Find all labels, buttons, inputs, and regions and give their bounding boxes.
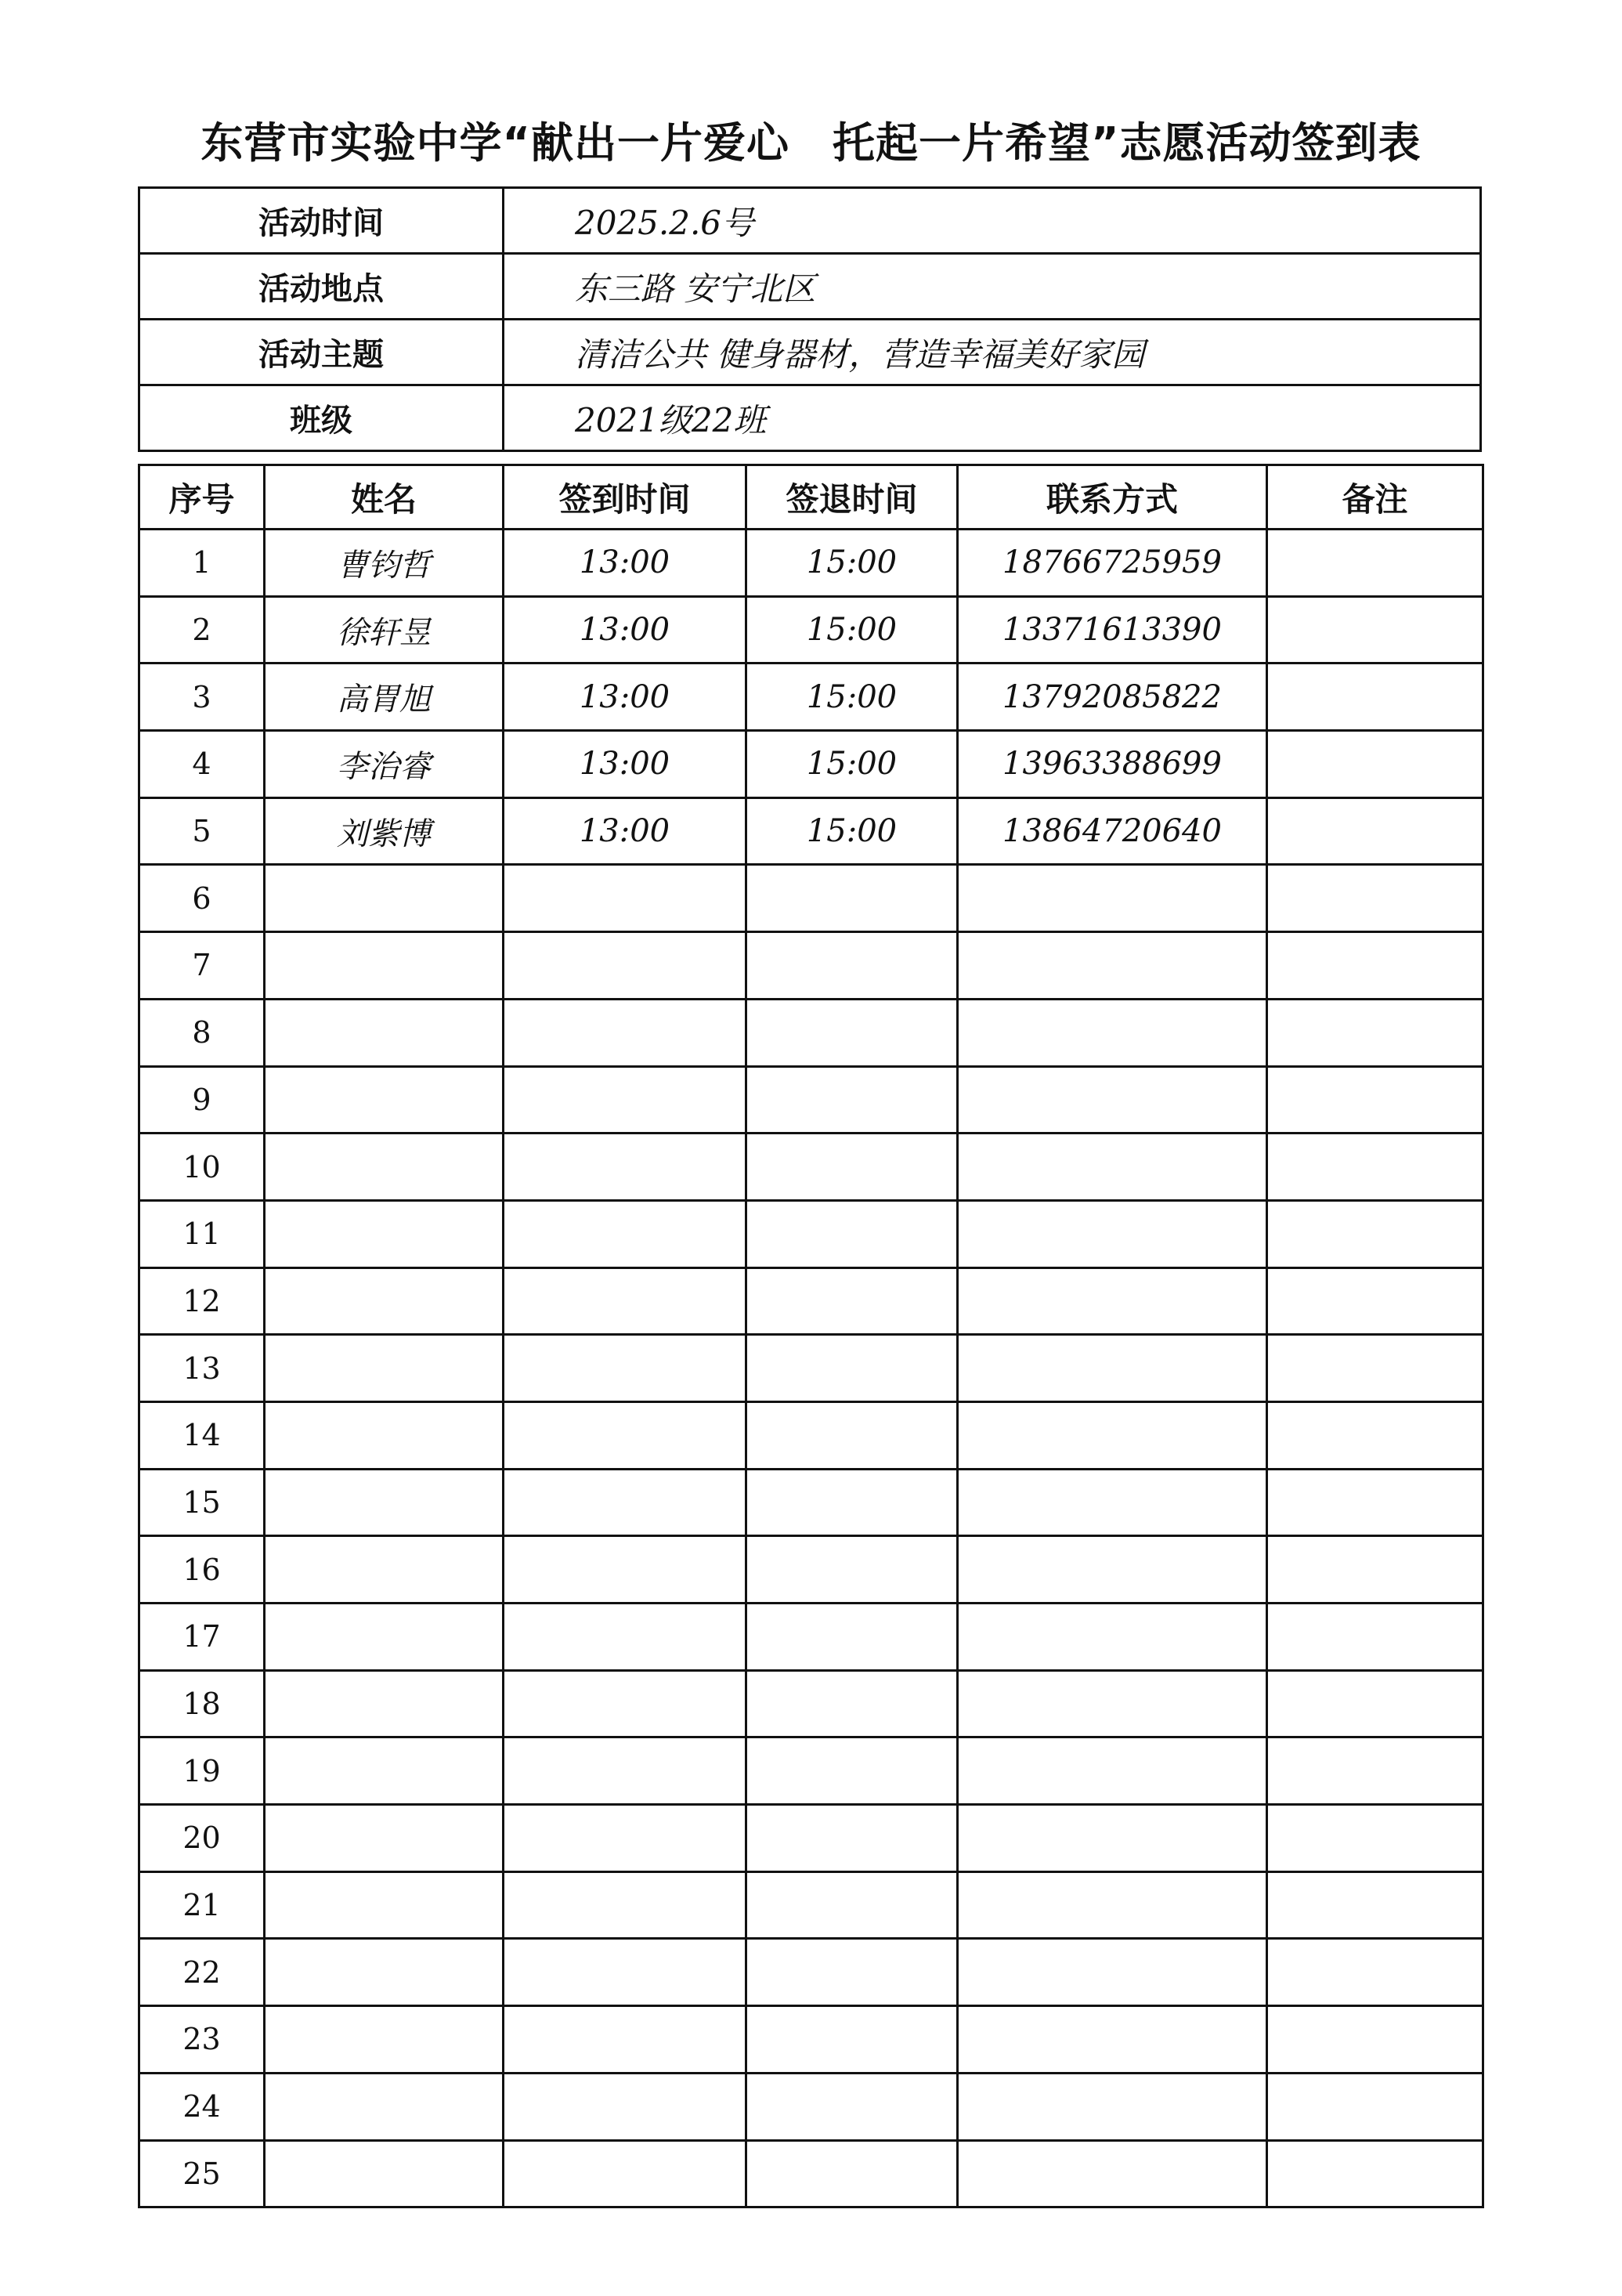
sign-in-time xyxy=(504,1670,746,1737)
row-number: 21 xyxy=(139,1871,265,1939)
contact-phone xyxy=(958,1871,1267,1939)
row-number: 22 xyxy=(139,1939,265,2006)
table-row xyxy=(139,1536,1483,1604)
table-row xyxy=(139,1737,1483,1805)
note xyxy=(1267,797,1483,865)
sign-out-time: 15:00 xyxy=(746,731,958,798)
volunteer-name: 曹钧哲 xyxy=(265,530,504,597)
table-row xyxy=(139,999,1483,1066)
table-row xyxy=(139,1267,1483,1335)
column-header-contact: 联系方式 xyxy=(958,465,1267,530)
row-number: 6 xyxy=(139,865,265,932)
sign-in-time xyxy=(504,932,746,1000)
sign-out-time: 15:00 xyxy=(746,596,958,663)
sign-in-time xyxy=(504,1267,746,1335)
sign-in-time xyxy=(504,999,746,1066)
sign-out-time xyxy=(746,865,958,932)
sign-in-time xyxy=(504,1469,746,1536)
note xyxy=(1267,1469,1483,1536)
row-number: 13 xyxy=(139,1335,265,1402)
note xyxy=(1267,1335,1483,1402)
row-number: 14 xyxy=(139,1401,265,1469)
row-number: 15 xyxy=(139,1469,265,1536)
info-row-theme xyxy=(139,320,1481,385)
row-number: 5 xyxy=(139,797,265,865)
volunteer-name xyxy=(265,1200,504,1267)
table-row xyxy=(139,1200,1483,1267)
note xyxy=(1267,1134,1483,1201)
row-number: 16 xyxy=(139,1536,265,1604)
sign-out-time: 15:00 xyxy=(746,663,958,731)
note xyxy=(1267,999,1483,1066)
volunteer-name xyxy=(265,2006,504,2074)
note xyxy=(1267,932,1483,1000)
sign-in-time: 13:00 xyxy=(504,663,746,731)
note xyxy=(1267,2140,1483,2207)
sign-out-time xyxy=(746,1939,958,2006)
contact-phone xyxy=(958,1604,1267,1671)
volunteer-name xyxy=(265,1604,504,1671)
row-number: 10 xyxy=(139,1134,265,1201)
table-row xyxy=(139,2006,1483,2074)
sign-out-time xyxy=(746,1469,958,1536)
volunteer-name xyxy=(265,1066,504,1134)
note xyxy=(1267,1604,1483,1671)
sign-out-time xyxy=(746,1134,958,1201)
column-header-sign-out: 签退时间 xyxy=(746,465,958,530)
info-value: 东三路 安宁北区 xyxy=(504,254,1481,320)
volunteer-name xyxy=(265,2073,504,2140)
table-row xyxy=(139,1401,1483,1469)
note xyxy=(1267,1737,1483,1805)
note xyxy=(1267,530,1483,597)
sign-out-time xyxy=(746,1335,958,1402)
contact-phone xyxy=(958,999,1267,1066)
row-number: 7 xyxy=(139,932,265,1000)
sign-out-time xyxy=(746,1737,958,1805)
note xyxy=(1267,731,1483,798)
sign-in-time xyxy=(504,1536,746,1604)
sign-out-time xyxy=(746,1871,958,1939)
contact-phone xyxy=(958,1134,1267,1201)
info-label: 班级 xyxy=(139,385,504,451)
sign-in-time xyxy=(504,1134,746,1201)
sign-in-time xyxy=(504,1401,746,1469)
column-header-name: 姓名 xyxy=(265,465,504,530)
sign-out-time xyxy=(746,2140,958,2207)
sign-out-time xyxy=(746,1536,958,1604)
contact-phone xyxy=(958,1737,1267,1805)
table-row xyxy=(139,1871,1483,1939)
table-row xyxy=(139,530,1483,597)
info-value: 2025.2.6号 xyxy=(504,188,1481,254)
contact-phone xyxy=(958,2140,1267,2207)
row-number: 12 xyxy=(139,1267,265,1335)
row-number: 4 xyxy=(139,731,265,798)
sign-out-time xyxy=(746,932,958,1000)
contact-phone xyxy=(958,1469,1267,1536)
note xyxy=(1267,2073,1483,2140)
note xyxy=(1267,2006,1483,2074)
row-number: 1 xyxy=(139,530,265,597)
info-label: 活动主题 xyxy=(139,320,504,385)
sign-in-time xyxy=(504,1871,746,1939)
sign-out-time xyxy=(746,1066,958,1134)
volunteer-name xyxy=(265,1536,504,1604)
column-header-no: 序号 xyxy=(139,465,265,530)
volunteer-name xyxy=(265,1939,504,2006)
row-number: 9 xyxy=(139,1066,265,1134)
table-row xyxy=(139,797,1483,865)
info-value: 2021级22班 xyxy=(504,385,1481,451)
note xyxy=(1267,1939,1483,2006)
row-number: 24 xyxy=(139,2073,265,2140)
volunteer-name: 徐轩昱 xyxy=(265,596,504,663)
table-row xyxy=(139,1670,1483,1737)
volunteer-name xyxy=(265,2140,504,2207)
contact-phone xyxy=(958,1536,1267,1604)
volunteer-name xyxy=(265,1737,504,1805)
contact-phone xyxy=(958,1267,1267,1335)
row-number: 18 xyxy=(139,1670,265,1737)
sign-out-time xyxy=(746,999,958,1066)
note xyxy=(1267,1670,1483,1737)
volunteer-name xyxy=(265,1805,504,1872)
contact-phone xyxy=(958,1200,1267,1267)
sign-in-time xyxy=(504,1335,746,1402)
table-body xyxy=(139,530,1483,2207)
sign-in-time: 13:00 xyxy=(504,797,746,865)
volunteer-name xyxy=(265,999,504,1066)
sign-out-time xyxy=(746,1200,958,1267)
volunteer-name xyxy=(265,865,504,932)
sign-in-time xyxy=(504,2006,746,2074)
note xyxy=(1267,596,1483,663)
table-row xyxy=(139,731,1483,798)
contact-phone xyxy=(958,1335,1267,1402)
table-row xyxy=(139,663,1483,731)
table-row xyxy=(139,865,1483,932)
contact-phone: 18766725959 xyxy=(958,530,1267,597)
sign-in-time xyxy=(504,2073,746,2140)
column-header-note: 备注 xyxy=(1267,465,1483,530)
volunteer-name: 高胃旭 xyxy=(265,663,504,731)
info-row-time xyxy=(139,188,1481,254)
sign-in-time: 13:00 xyxy=(504,731,746,798)
contact-phone xyxy=(958,1401,1267,1469)
table-row xyxy=(139,1469,1483,1536)
volunteer-name xyxy=(265,1401,504,1469)
sign-in-time xyxy=(504,2140,746,2207)
info-value: 清洁公共 健身器材，营造幸福美好家园 xyxy=(504,320,1481,385)
note xyxy=(1267,1871,1483,1939)
sign-in-time xyxy=(504,1939,746,2006)
contact-phone: 13963388699 xyxy=(958,731,1267,798)
table-row xyxy=(139,1805,1483,1872)
volunteer-name xyxy=(265,1670,504,1737)
document-title: 东营市实验中学“献出一片爱心 托起一片希望”志愿活动签到表 xyxy=(200,118,1422,168)
table-row xyxy=(139,932,1483,1000)
sign-out-time xyxy=(746,1401,958,1469)
row-number: 3 xyxy=(139,663,265,731)
sign-in-time: 13:00 xyxy=(504,530,746,597)
row-number: 11 xyxy=(139,1200,265,1267)
sign-in-time xyxy=(504,1737,746,1805)
table-row xyxy=(139,596,1483,663)
volunteer-name xyxy=(265,932,504,1000)
sign-in-time xyxy=(504,865,746,932)
note xyxy=(1267,1200,1483,1267)
contact-phone xyxy=(958,1670,1267,1737)
sign-in-time xyxy=(504,1604,746,1671)
volunteer-name xyxy=(265,1335,504,1402)
sign-out-time xyxy=(746,1670,958,1737)
note xyxy=(1267,1805,1483,1872)
table-row xyxy=(139,2140,1483,2207)
sign-out-time: 15:00 xyxy=(746,797,958,865)
contact-phone xyxy=(958,2073,1267,2140)
volunteer-name: 李治睿 xyxy=(265,731,504,798)
table-row xyxy=(139,1066,1483,1134)
table-row xyxy=(139,1335,1483,1402)
contact-phone xyxy=(958,2006,1267,2074)
contact-phone xyxy=(958,1805,1267,1872)
sign-out-time xyxy=(746,1604,958,1671)
info-label: 活动时间 xyxy=(139,188,504,254)
note xyxy=(1267,1401,1483,1469)
contact-phone xyxy=(958,1066,1267,1134)
info-row-place xyxy=(139,254,1481,320)
contact-phone: 13864720640 xyxy=(958,797,1267,865)
table-row xyxy=(139,1604,1483,1671)
row-number: 23 xyxy=(139,2006,265,2074)
row-number: 17 xyxy=(139,1604,265,1671)
column-header-sign-in: 签到时间 xyxy=(504,465,746,530)
note xyxy=(1267,1536,1483,1604)
row-number: 19 xyxy=(139,1737,265,1805)
volunteer-name xyxy=(265,1134,504,1201)
volunteer-name xyxy=(265,1267,504,1335)
volunteer-name xyxy=(265,1871,504,1939)
contact-phone xyxy=(958,1939,1267,2006)
sign-in-time xyxy=(504,1200,746,1267)
info-label: 活动地点 xyxy=(139,254,504,320)
row-number: 8 xyxy=(139,999,265,1066)
sign-in-time xyxy=(504,1066,746,1134)
table-row xyxy=(139,1134,1483,1201)
activity-info-table xyxy=(138,186,1482,452)
note xyxy=(1267,865,1483,932)
sign-in-time xyxy=(504,1805,746,1872)
contact-phone xyxy=(958,932,1267,1000)
info-row-class xyxy=(139,385,1481,451)
sign-in-table xyxy=(138,464,1484,2208)
sign-out-time xyxy=(746,1805,958,1872)
contact-phone: 13371613390 xyxy=(958,596,1267,663)
note xyxy=(1267,1267,1483,1335)
row-number: 25 xyxy=(139,2140,265,2207)
note xyxy=(1267,1066,1483,1134)
sign-out-time xyxy=(746,2073,958,2140)
sign-in-time: 13:00 xyxy=(504,596,746,663)
table-row xyxy=(139,1939,1483,2006)
table-header-row xyxy=(139,465,1483,530)
row-number: 20 xyxy=(139,1805,265,1872)
row-number: 2 xyxy=(139,596,265,663)
contact-phone xyxy=(958,865,1267,932)
contact-phone: 13792085822 xyxy=(958,663,1267,731)
volunteer-name xyxy=(265,1469,504,1536)
sign-out-time: 15:00 xyxy=(746,530,958,597)
table-row xyxy=(139,2073,1483,2140)
note xyxy=(1267,663,1483,731)
sign-out-time xyxy=(746,2006,958,2074)
volunteer-name: 刘紫博 xyxy=(265,797,504,865)
sign-out-time xyxy=(746,1267,958,1335)
